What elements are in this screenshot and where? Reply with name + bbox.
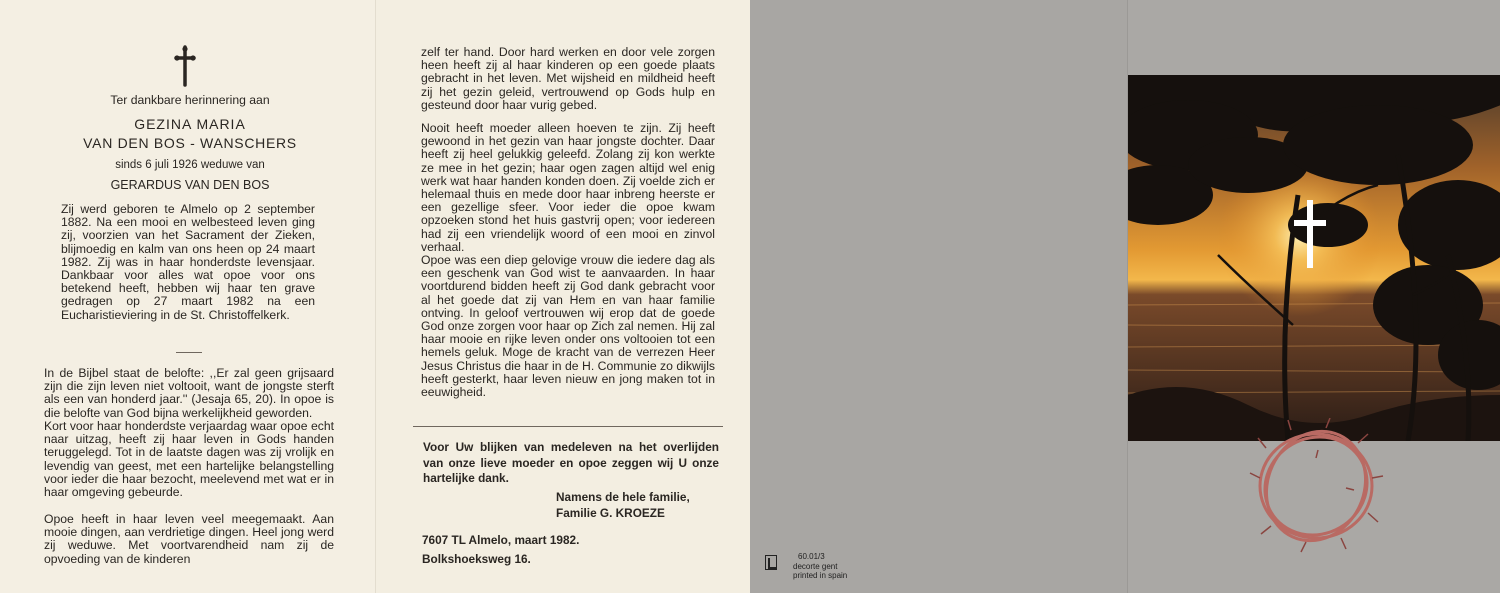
family-signoff-line1: Namens de hele familie, bbox=[556, 490, 690, 504]
family-paragraph: Nooit heeft moeder alleen hoeven te zijn. Zij heeft gewoond in het gezin van haar jongste dochter. Daar heeft zij heel gelukkig geleefd. Zolang zij kon werkte ze mee in het gezin; haar ogen zagen altijd wel enig werk wat haar handen konden doen. Zij voelde zich er helemaal thuis en mede door haar inbreng heerste er een gezellige sfeer. Voor ieder die opoe kwam opzoeken stond het huis gastvrij open; voor iedereen had zij een vriendelijk woord of een mooi en zinvol verhaal. bbox=[421, 121, 715, 254]
intro-text: Ter dankbare herinnering aan bbox=[110, 93, 270, 107]
widow-paragraph: Opoe heeft in haar leven veel meegemaakt. Aan mooie dingen, aan verdrietige dingen. Heel jong werd zij weduwe. Met voortvarendheid nam zij de opvoeding van de kinderen bbox=[44, 512, 334, 566]
white-cross-icon bbox=[1292, 198, 1328, 270]
product-code: 60.01/3 bbox=[798, 552, 825, 561]
publisher-logo-icon bbox=[765, 555, 777, 570]
front-cover-panel bbox=[1127, 0, 1500, 593]
cross-icon bbox=[174, 45, 196, 87]
publisher-name: decorte gent bbox=[793, 562, 838, 571]
left-text-panel bbox=[0, 0, 375, 593]
biography-paragraph: Zij werd geboren te Almelo op 2 september 1882. Na een mooi en welbesteed leven ging zij, voorzien van het Sacrament der Zieken, blijmoedig en kalm van ons heen op 24 maart 1982. Zij was in haar honderdste levensjaar. Dankbaar voor alles wat opoe voor ons betekend heeft, hebben wij haar ten grave gedragen op 27 maart 1982 na een Eucharistieviering in de St. Christoffelkerk. bbox=[61, 202, 315, 322]
crown-of-thorns-icon bbox=[1246, 418, 1386, 553]
thanks-text: Voor Uw blijken van medeleven na het overlijden van onze lieve moeder en opoe zeggen wij U onze hartelijke dank. bbox=[423, 440, 719, 485]
printed-in: printed in spain bbox=[793, 571, 848, 580]
deceased-name-line1: GEZINA MARIA bbox=[134, 116, 246, 132]
faith-paragraph: Opoe was een diep gelovige vrouw die iedere dag als een geschenk van God wist te aanvaarden. In haar voortdurend bidden heeft zij God dank gebracht voor al het goede dat zij van Hem en van haar familie ontving. In geloof vertrouwen wij erop dat de goede God onze zorgen voor haar op Zich zal nemen. Hij zal haar mooie en rijke leven onder ons voltooien tot een hemels geluk. Moge de kracht van de verrezen Heer Jesus Christus die haar in de H. Communie zo dikwijls heeft gesterkt, haar leven nieuw en jong maken tot in eeuwigheid. bbox=[421, 253, 715, 400]
family-signoff-line2: Familie G. KROEZE bbox=[556, 506, 665, 520]
right-text-panel bbox=[375, 0, 751, 593]
bible-paragraph: In de Bijbel staat de belofte: ,,Er zal geen grijsaard zijn die zijn leven niet voltooit, want de jongste sterft als een van honderd jaar.'' (Jesaja 65, 20). In opoe is die belofte van God bijna werkelijkheid geworden. bbox=[44, 366, 334, 420]
husband-name: GERARDUS VAN DEN BOS bbox=[110, 178, 270, 192]
divider bbox=[176, 352, 202, 353]
life-paragraph: Kort voor haar honderdste verjaardag waar opoe echt naar uitzag, heeft zij haar leven in Gods handen teruggelegd. Tot in de laatste dagen was zij vrolijk en levendig van geest, met een hartelijke belangstelling voor ieder die haar bezocht, meelevend met wat er in haar omgeving gebeurde. bbox=[44, 419, 334, 500]
widow-line: sinds 6 juli 1926 weduwe van bbox=[115, 159, 265, 171]
upbringing-paragraph: zelf ter hand. Door hard werken en door vele zorgen heen heeft zij al haar kinderen op een goede plaats gebracht in het leven. Met wijsheid en mildheid heeft zij het gezin geleid, vertrouwend op Gods hulp en gesteund door haar vurig gebed. bbox=[421, 45, 715, 112]
address-line2: Bolkshoeksweg 16. bbox=[422, 552, 531, 566]
address-line1: 7607 TL Almelo, maart 1982. bbox=[422, 533, 580, 547]
back-cover-panel bbox=[750, 0, 1127, 593]
deceased-name-line2: VAN DEN BOS - WANSCHERS bbox=[83, 135, 297, 151]
thanks-divider bbox=[413, 426, 723, 427]
